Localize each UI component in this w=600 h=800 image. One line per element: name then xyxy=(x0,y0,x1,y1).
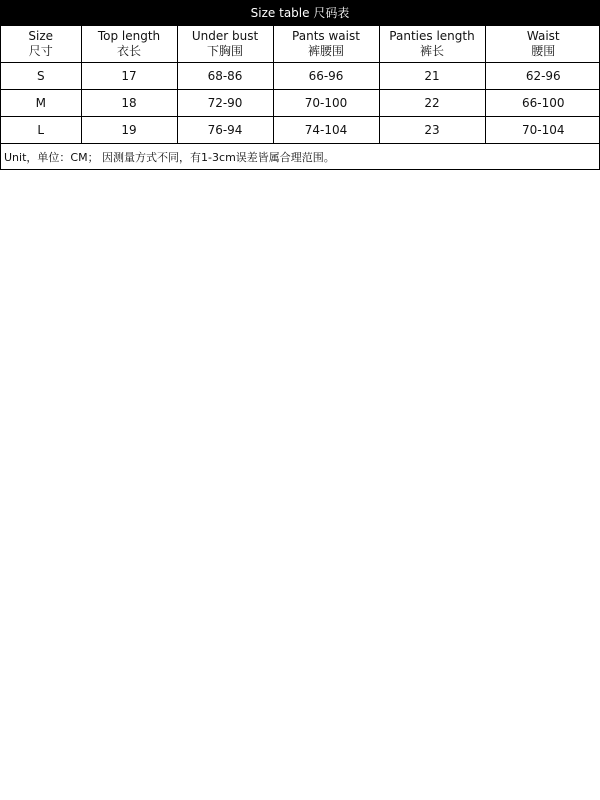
table-title: Size table 尺码表 xyxy=(1,1,599,25)
header-size xyxy=(1,26,81,63)
header-label-zh: 尺寸 xyxy=(28,44,53,58)
table-cell-size: L xyxy=(1,117,81,144)
header-label-zh: 裤长 xyxy=(419,44,444,58)
header-under-bust xyxy=(177,26,273,63)
size-chart xyxy=(0,0,600,170)
table-cell: 17 xyxy=(81,63,177,90)
table-cell: 23 xyxy=(379,117,485,144)
table-cell: 70-104 xyxy=(485,117,600,144)
table-cell: 74-104 xyxy=(273,117,379,144)
table-cell: 70-100 xyxy=(273,90,379,117)
header-top-length xyxy=(81,26,177,63)
header-label-zh: 裤腰围 xyxy=(307,44,344,58)
header-waist xyxy=(485,26,600,63)
unit-note: Unit，单位：CM； 因测量方式不同，有1-3cm误差皆属合理范围。 xyxy=(4,151,335,164)
table-cell: 18 xyxy=(81,90,177,117)
table-cell: 62-96 xyxy=(485,63,600,90)
header-label-zh: 下胸围 xyxy=(206,44,243,58)
table-row xyxy=(1,63,600,90)
header-pants-waist xyxy=(273,26,379,63)
header-label-en: Waist xyxy=(526,29,560,43)
header-label-zh: 衣长 xyxy=(116,44,141,58)
table-cell: 21 xyxy=(379,63,485,90)
header-label-en: Size xyxy=(28,29,54,43)
header-label-en: Top length xyxy=(97,29,161,43)
table-cell: 66-96 xyxy=(273,63,379,90)
table-row xyxy=(1,90,600,117)
table-cell: 19 xyxy=(81,117,177,144)
header-label-en: Panties length xyxy=(389,29,475,43)
table-cell: 76-94 xyxy=(177,117,273,144)
header-label-en: Pants waist xyxy=(292,29,360,43)
table-cell: 22 xyxy=(379,90,485,117)
table-cell: 72-90 xyxy=(177,90,273,117)
table-row xyxy=(1,117,600,144)
table-cell: 66-100 xyxy=(485,90,600,117)
table-cell-size: S xyxy=(1,63,81,90)
table-cell: 68-86 xyxy=(177,63,273,90)
header-row xyxy=(1,26,600,63)
table-cell-size: M xyxy=(1,90,81,117)
header-label-zh: 腰围 xyxy=(531,44,556,58)
header-panties-length xyxy=(379,26,485,63)
size-table xyxy=(1,25,600,144)
header-label-en: Under bust xyxy=(191,29,259,43)
